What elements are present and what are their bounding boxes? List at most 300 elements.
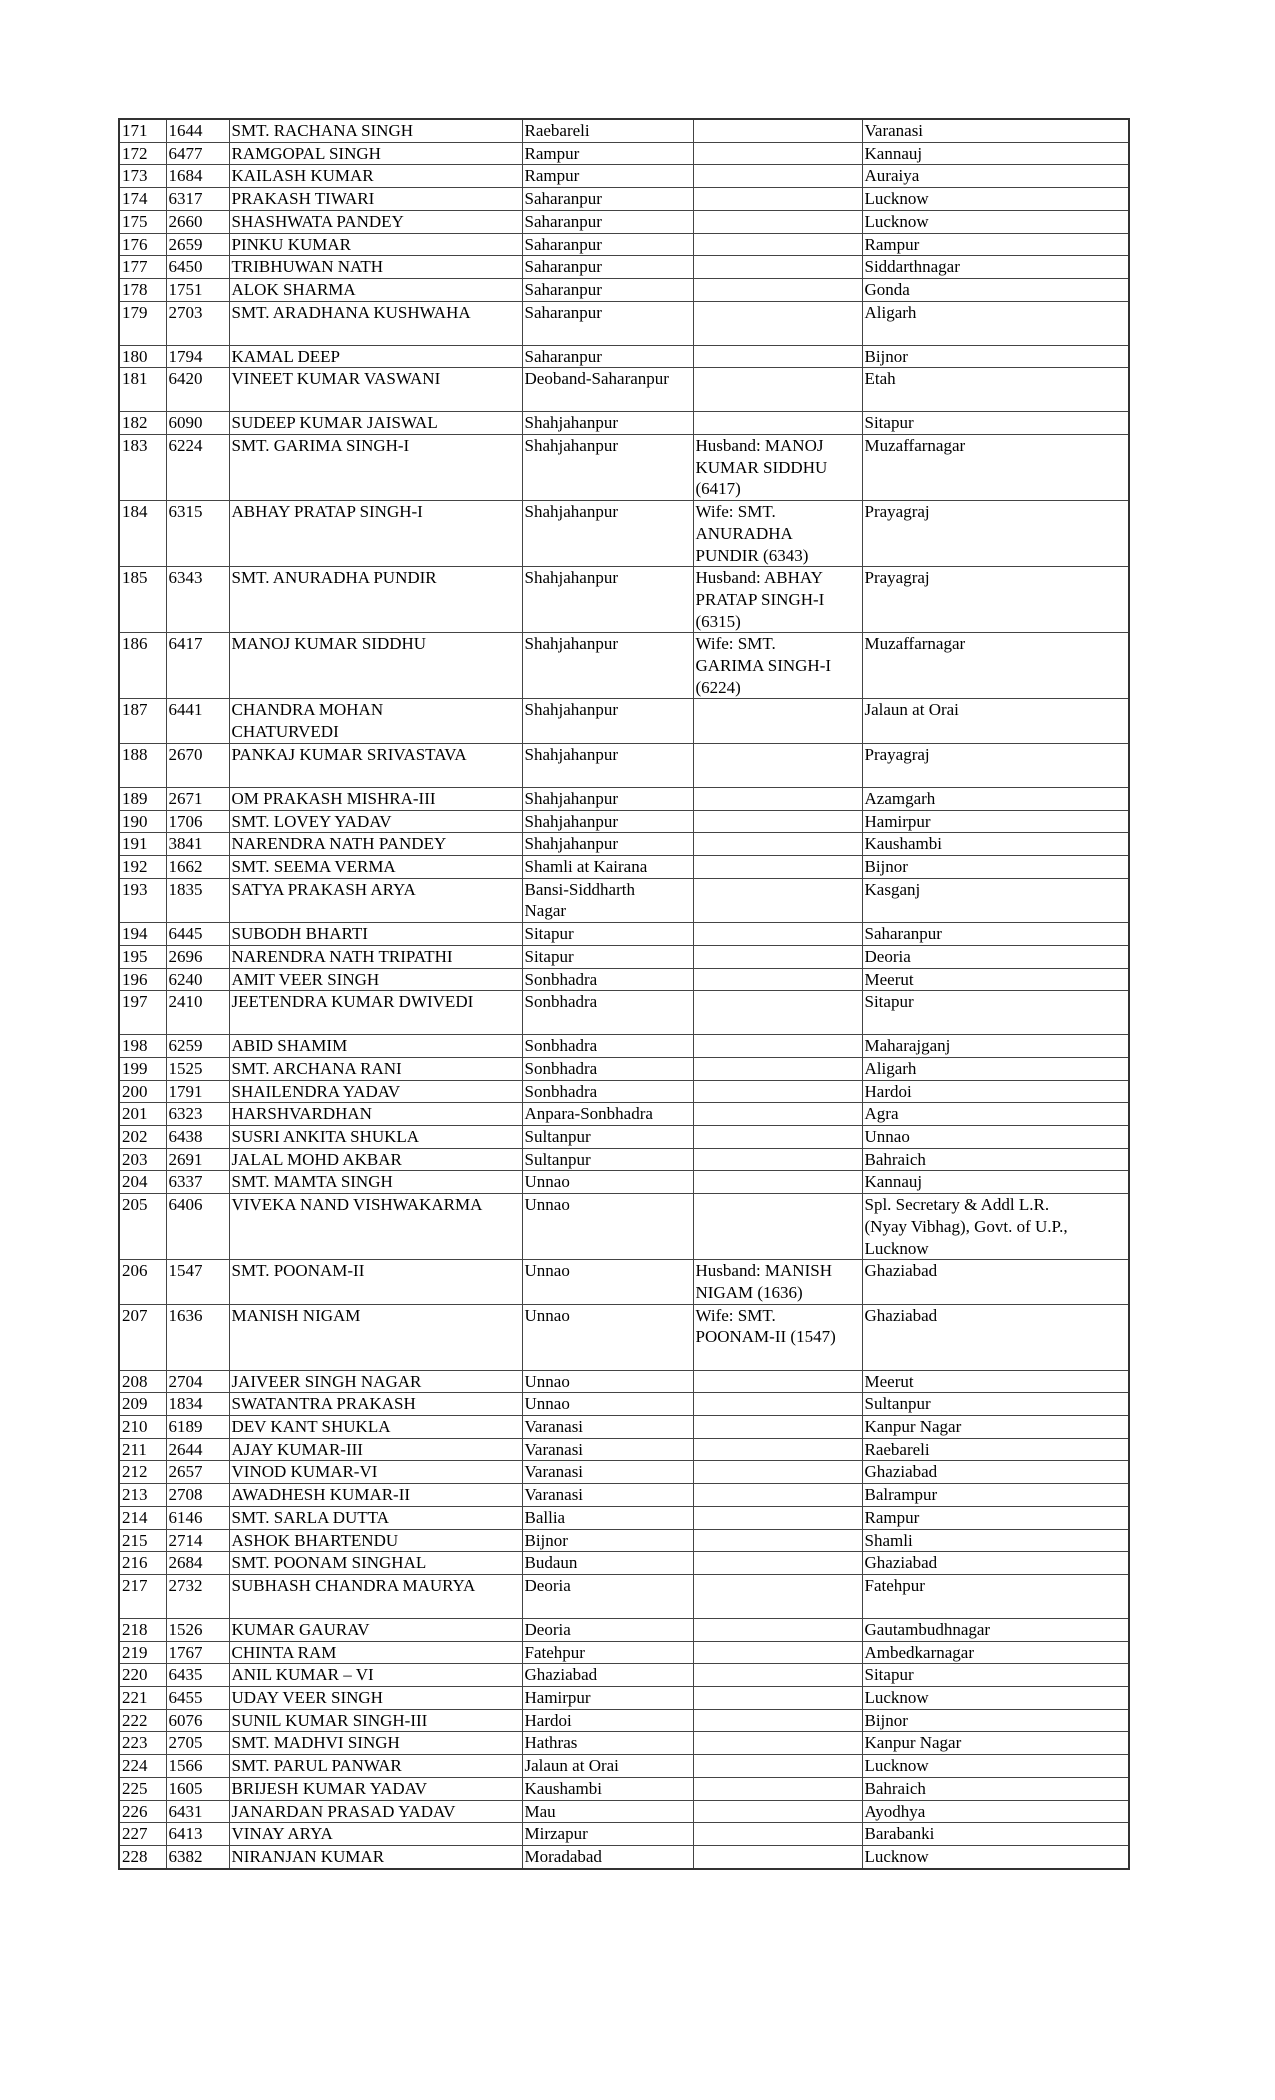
officer-id-cell: 6343 xyxy=(166,567,229,633)
remark-cell xyxy=(693,1370,862,1393)
table-row xyxy=(119,1370,1129,1393)
officer-id-cell: 2670 xyxy=(166,743,229,787)
remark-cell xyxy=(693,991,862,1035)
officer-id-cell: 1751 xyxy=(166,278,229,301)
remark-cell xyxy=(693,1618,862,1641)
serial-number-cell: 212 xyxy=(119,1461,166,1484)
officer-name-cell: AJAY KUMAR-III xyxy=(229,1438,522,1461)
current-posting-cell: Kaushambi xyxy=(522,1777,693,1800)
serial-number-cell: 204 xyxy=(119,1171,166,1194)
current-posting-cell: Hathras xyxy=(522,1732,693,1755)
officer-id-cell: 1644 xyxy=(166,119,229,142)
table-row xyxy=(119,945,1129,968)
serial-number-cell: 218 xyxy=(119,1618,166,1641)
serial-number-cell: 215 xyxy=(119,1529,166,1552)
serial-number-cell: 208 xyxy=(119,1370,166,1393)
officer-id-cell: 6445 xyxy=(166,923,229,946)
remark-cell xyxy=(693,301,862,345)
current-posting-cell: Raebareli xyxy=(522,119,693,142)
serial-number-cell: 186 xyxy=(119,633,166,699)
remark-cell: Wife: SMT. ANURADHA PUNDIR (6343) xyxy=(693,501,862,567)
new-posting-cell: Auraiya xyxy=(862,165,1129,188)
officer-name-cell: SHAILENDRA YADAV xyxy=(229,1080,522,1103)
remark-cell xyxy=(693,1416,862,1439)
table-row xyxy=(119,233,1129,256)
new-posting-cell: Bahraich xyxy=(862,1148,1129,1171)
officer-name-cell: SMT. POONAM-II xyxy=(229,1260,522,1304)
current-posting-cell: Shahjahanpur xyxy=(522,810,693,833)
current-posting-cell: Sonbhadra xyxy=(522,991,693,1035)
current-posting-cell: Shahjahanpur xyxy=(522,501,693,567)
officer-name-cell: KUMAR GAURAV xyxy=(229,1618,522,1641)
officer-name-cell: NIRANJAN KUMAR xyxy=(229,1846,522,1869)
serial-number-cell: 185 xyxy=(119,567,166,633)
officer-id-cell: 1605 xyxy=(166,1777,229,1800)
remark-cell xyxy=(693,945,862,968)
current-posting-cell: Bansi-Siddharth Nagar xyxy=(522,878,693,922)
remark-cell xyxy=(693,1664,862,1687)
current-posting-cell: Deoria xyxy=(522,1618,693,1641)
officer-id-cell: 1525 xyxy=(166,1057,229,1080)
remark-cell xyxy=(693,1126,862,1149)
current-posting-cell: Bijnor xyxy=(522,1529,693,1552)
remark-cell xyxy=(693,1641,862,1664)
current-posting-cell: Unnao xyxy=(522,1304,693,1370)
officer-id-cell: 2708 xyxy=(166,1484,229,1507)
current-posting-cell: Sonbhadra xyxy=(522,1035,693,1058)
serial-number-cell: 216 xyxy=(119,1552,166,1575)
officer-name-cell: MANISH NIGAM xyxy=(229,1304,522,1370)
remark-cell xyxy=(693,1846,862,1869)
current-posting-cell: Hardoi xyxy=(522,1709,693,1732)
current-posting-cell: Jalaun at Orai xyxy=(522,1755,693,1778)
new-posting-cell: Kanpur Nagar xyxy=(862,1416,1129,1439)
serial-number-cell: 209 xyxy=(119,1393,166,1416)
officer-id-cell: 1547 xyxy=(166,1260,229,1304)
officer-id-cell: 6406 xyxy=(166,1194,229,1260)
new-posting-cell: Raebareli xyxy=(862,1438,1129,1461)
new-posting-cell: Lucknow xyxy=(862,188,1129,211)
current-posting-cell: Rampur xyxy=(522,165,693,188)
current-posting-cell: Saharanpur xyxy=(522,256,693,279)
remark-cell: Husband: ABHAY PRATAP SINGH-I (6315) xyxy=(693,567,862,633)
new-posting-cell: Gautambudhnagar xyxy=(862,1618,1129,1641)
remark-cell xyxy=(693,1552,862,1575)
remark-cell xyxy=(693,1080,862,1103)
current-posting-cell: Varanasi xyxy=(522,1484,693,1507)
table-row xyxy=(119,1552,1129,1575)
current-posting-cell: Anpara-Sonbhadra xyxy=(522,1103,693,1126)
officer-name-cell: KAILASH KUMAR xyxy=(229,165,522,188)
current-posting-cell: Shahjahanpur xyxy=(522,412,693,435)
table-row xyxy=(119,833,1129,856)
new-posting-cell: Bijnor xyxy=(862,345,1129,368)
officer-id-cell: 6076 xyxy=(166,1709,229,1732)
table-row xyxy=(119,633,1129,699)
remark-cell xyxy=(693,256,862,279)
officer-name-cell: SMT. PARUL PANWAR xyxy=(229,1755,522,1778)
officer-id-cell: 6417 xyxy=(166,633,229,699)
new-posting-cell: Deoria xyxy=(862,945,1129,968)
officer-id-cell: 2671 xyxy=(166,787,229,810)
officer-name-cell: CHANDRA MOHAN CHATURVEDI xyxy=(229,699,522,743)
officer-id-cell: 1636 xyxy=(166,1304,229,1370)
serial-number-cell: 198 xyxy=(119,1035,166,1058)
officer-id-cell: 6224 xyxy=(166,435,229,501)
serial-number-cell: 193 xyxy=(119,878,166,922)
current-posting-cell: Sitapur xyxy=(522,923,693,946)
new-posting-cell: Bijnor xyxy=(862,855,1129,878)
table-row xyxy=(119,435,1129,501)
new-posting-cell: Agra xyxy=(862,1103,1129,1126)
table-row xyxy=(119,1574,1129,1618)
remark-cell xyxy=(693,345,862,368)
new-posting-cell: Jalaun at Orai xyxy=(862,699,1129,743)
serial-number-cell: 187 xyxy=(119,699,166,743)
officer-id-cell: 6315 xyxy=(166,501,229,567)
table-row xyxy=(119,1260,1129,1304)
officer-id-cell: 6259 xyxy=(166,1035,229,1058)
officer-id-cell: 2732 xyxy=(166,1574,229,1618)
serial-number-cell: 200 xyxy=(119,1080,166,1103)
serial-number-cell: 197 xyxy=(119,991,166,1035)
new-posting-cell: Maharajganj xyxy=(862,1035,1129,1058)
remark-cell xyxy=(693,188,862,211)
table-row xyxy=(119,1664,1129,1687)
officer-name-cell: VINAY ARYA xyxy=(229,1823,522,1846)
current-posting-cell: Sultanpur xyxy=(522,1148,693,1171)
table-row xyxy=(119,1687,1129,1710)
officer-id-cell: 6455 xyxy=(166,1687,229,1710)
officer-name-cell: SUBODH BHARTI xyxy=(229,923,522,946)
officer-id-cell: 1794 xyxy=(166,345,229,368)
table-row xyxy=(119,412,1129,435)
table-row xyxy=(119,1304,1129,1370)
officer-id-cell: 6438 xyxy=(166,1126,229,1149)
officer-id-cell: 1662 xyxy=(166,855,229,878)
new-posting-cell: Unnao xyxy=(862,1126,1129,1149)
officer-name-cell: JANARDAN PRASAD YADAV xyxy=(229,1800,522,1823)
new-posting-cell: Prayagraj xyxy=(862,501,1129,567)
officer-id-cell: 1767 xyxy=(166,1641,229,1664)
serial-number-cell: 177 xyxy=(119,256,166,279)
serial-number-cell: 191 xyxy=(119,833,166,856)
officer-id-cell: 6450 xyxy=(166,256,229,279)
officer-id-cell: 2410 xyxy=(166,991,229,1035)
table-row xyxy=(119,1618,1129,1641)
current-posting-cell: Deoband-Saharanpur xyxy=(522,368,693,412)
table-row xyxy=(119,301,1129,345)
officer-id-cell: 2644 xyxy=(166,1438,229,1461)
current-posting-cell: Mau xyxy=(522,1800,693,1823)
officer-name-cell: SMT. MADHVI SINGH xyxy=(229,1732,522,1755)
remark-cell xyxy=(693,810,862,833)
table-row xyxy=(119,368,1129,412)
new-posting-cell: Ghaziabad xyxy=(862,1304,1129,1370)
remark-cell xyxy=(693,1574,862,1618)
officer-name-cell: BRIJESH KUMAR YADAV xyxy=(229,1777,522,1800)
new-posting-cell: Balrampur xyxy=(862,1484,1129,1507)
officer-name-cell: ANIL KUMAR – VI xyxy=(229,1664,522,1687)
table-row xyxy=(119,878,1129,922)
remark-cell xyxy=(693,1732,862,1755)
current-posting-cell: Deoria xyxy=(522,1574,693,1618)
serial-number-cell: 228 xyxy=(119,1846,166,1869)
current-posting-cell: Sultanpur xyxy=(522,1126,693,1149)
officer-name-cell: SUDEEP KUMAR JAISWAL xyxy=(229,412,522,435)
table-row xyxy=(119,991,1129,1035)
current-posting-cell: Saharanpur xyxy=(522,233,693,256)
officer-id-cell: 6337 xyxy=(166,1171,229,1194)
new-posting-cell: Ghaziabad xyxy=(862,1260,1129,1304)
remark-cell xyxy=(693,119,862,142)
officer-name-cell: NARENDRA NATH TRIPATHI xyxy=(229,945,522,968)
officer-name-cell: HARSHVARDHAN xyxy=(229,1103,522,1126)
table-row xyxy=(119,1126,1129,1149)
officer-name-cell: DEV KANT SHUKLA xyxy=(229,1416,522,1439)
serial-number-cell: 217 xyxy=(119,1574,166,1618)
officer-id-cell: 6477 xyxy=(166,142,229,165)
officer-name-cell: SUSRI ANKITA SHUKLA xyxy=(229,1126,522,1149)
officer-id-cell: 6240 xyxy=(166,968,229,991)
new-posting-cell: Gonda xyxy=(862,278,1129,301)
current-posting-cell: Shahjahanpur xyxy=(522,567,693,633)
officer-name-cell: SWATANTRA PRAKASH xyxy=(229,1393,522,1416)
current-posting-cell: Unnao xyxy=(522,1370,693,1393)
new-posting-cell: Hardoi xyxy=(862,1080,1129,1103)
new-posting-cell: Prayagraj xyxy=(862,567,1129,633)
remark-cell xyxy=(693,1709,862,1732)
new-posting-cell: Muzaffarnagar xyxy=(862,435,1129,501)
current-posting-cell: Hamirpur xyxy=(522,1687,693,1710)
new-posting-cell: Kannauj xyxy=(862,1171,1129,1194)
officer-name-cell: SMT. MAMTA SINGH xyxy=(229,1171,522,1194)
current-posting-cell: Saharanpur xyxy=(522,278,693,301)
current-posting-cell: Rampur xyxy=(522,142,693,165)
current-posting-cell: Unnao xyxy=(522,1171,693,1194)
current-posting-cell: Sonbhadra xyxy=(522,1080,693,1103)
officer-id-cell: 6317 xyxy=(166,188,229,211)
new-posting-cell: Shamli xyxy=(862,1529,1129,1552)
remark-cell xyxy=(693,165,862,188)
serial-number-cell: 205 xyxy=(119,1194,166,1260)
officer-name-cell: ABID SHAMIM xyxy=(229,1035,522,1058)
current-posting-cell: Shahjahanpur xyxy=(522,435,693,501)
officer-id-cell: 1526 xyxy=(166,1618,229,1641)
remark-cell xyxy=(693,855,862,878)
officer-id-cell: 1706 xyxy=(166,810,229,833)
serial-number-cell: 183 xyxy=(119,435,166,501)
current-posting-cell: Saharanpur xyxy=(522,301,693,345)
current-posting-cell: Shahjahanpur xyxy=(522,699,693,743)
officer-name-cell: OM PRAKASH MISHRA-III xyxy=(229,787,522,810)
new-posting-cell: Rampur xyxy=(862,1506,1129,1529)
remark-cell xyxy=(693,210,862,233)
serial-number-cell: 192 xyxy=(119,855,166,878)
remark-cell xyxy=(693,1461,862,1484)
officer-id-cell: 2704 xyxy=(166,1370,229,1393)
current-posting-cell: Shahjahanpur xyxy=(522,743,693,787)
officer-name-cell: RAMGOPAL SINGH xyxy=(229,142,522,165)
table-row xyxy=(119,1438,1129,1461)
officer-name-cell: SMT. GARIMA SINGH-I xyxy=(229,435,522,501)
table-row xyxy=(119,1732,1129,1755)
officer-name-cell: SMT. ARCHANA RANI xyxy=(229,1057,522,1080)
officer-name-cell: PANKAJ KUMAR SRIVASTAVA xyxy=(229,743,522,787)
current-posting-cell: Saharanpur xyxy=(522,188,693,211)
serial-number-cell: 188 xyxy=(119,743,166,787)
serial-number-cell: 195 xyxy=(119,945,166,968)
officer-id-cell: 6431 xyxy=(166,1800,229,1823)
table-row xyxy=(119,1846,1129,1869)
officer-id-cell: 1684 xyxy=(166,165,229,188)
new-posting-cell: Bahraich xyxy=(862,1777,1129,1800)
officer-id-cell: 2703 xyxy=(166,301,229,345)
remark-cell xyxy=(693,968,862,991)
serial-number-cell: 173 xyxy=(119,165,166,188)
serial-number-cell: 213 xyxy=(119,1484,166,1507)
new-posting-cell: Sultanpur xyxy=(862,1393,1129,1416)
current-posting-cell: Fatehpur xyxy=(522,1641,693,1664)
serial-number-cell: 207 xyxy=(119,1304,166,1370)
remark-cell: Husband: MANOJ KUMAR SIDDHU (6417) xyxy=(693,435,862,501)
table-row xyxy=(119,1035,1129,1058)
serial-number-cell: 203 xyxy=(119,1148,166,1171)
serial-number-cell: 194 xyxy=(119,923,166,946)
remark-cell xyxy=(693,412,862,435)
remark-cell xyxy=(693,1506,862,1529)
serial-number-cell: 196 xyxy=(119,968,166,991)
table-row xyxy=(119,699,1129,743)
serial-number-cell: 224 xyxy=(119,1755,166,1778)
new-posting-cell: Lucknow xyxy=(862,1846,1129,1869)
table-row xyxy=(119,1194,1129,1260)
new-posting-cell: Lucknow xyxy=(862,1687,1129,1710)
table-row xyxy=(119,743,1129,787)
officer-name-cell: VINEET KUMAR VASWANI xyxy=(229,368,522,412)
officer-id-cell: 6435 xyxy=(166,1664,229,1687)
table-row xyxy=(119,1171,1129,1194)
new-posting-cell: Lucknow xyxy=(862,210,1129,233)
table-row xyxy=(119,1800,1129,1823)
remark-cell xyxy=(693,833,862,856)
officer-id-cell: 2659 xyxy=(166,233,229,256)
remark-cell xyxy=(693,1171,862,1194)
officer-name-cell: JALAL MOHD AKBAR xyxy=(229,1148,522,1171)
officer-id-cell: 6420 xyxy=(166,368,229,412)
new-posting-cell: Prayagraj xyxy=(862,743,1129,787)
current-posting-cell: Mirzapur xyxy=(522,1823,693,1846)
officer-name-cell: SMT. ANURADHA PUNDIR xyxy=(229,567,522,633)
table-row xyxy=(119,165,1129,188)
table-row xyxy=(119,188,1129,211)
officer-id-cell: 3841 xyxy=(166,833,229,856)
officer-name-cell: SMT. SARLA DUTTA xyxy=(229,1506,522,1529)
new-posting-cell: Muzaffarnagar xyxy=(862,633,1129,699)
remark-cell xyxy=(693,142,862,165)
new-posting-cell: Kaushambi xyxy=(862,833,1129,856)
current-posting-cell: Varanasi xyxy=(522,1438,693,1461)
table-row xyxy=(119,278,1129,301)
table-row xyxy=(119,1393,1129,1416)
serial-number-cell: 178 xyxy=(119,278,166,301)
serial-number-cell: 201 xyxy=(119,1103,166,1126)
new-posting-cell: Kannauj xyxy=(862,142,1129,165)
officer-id-cell: 2660 xyxy=(166,210,229,233)
new-posting-cell: Meerut xyxy=(862,1370,1129,1393)
officer-name-cell: KAMAL DEEP xyxy=(229,345,522,368)
new-posting-cell: Sitapur xyxy=(862,412,1129,435)
officer-name-cell: SUNIL KUMAR SINGH-III xyxy=(229,1709,522,1732)
serial-number-cell: 171 xyxy=(119,119,166,142)
new-posting-cell: Ayodhya xyxy=(862,1800,1129,1823)
table-row xyxy=(119,1103,1129,1126)
new-posting-cell: Sitapur xyxy=(862,991,1129,1035)
remark-cell xyxy=(693,878,862,922)
table-row xyxy=(119,1461,1129,1484)
officer-id-cell: 2705 xyxy=(166,1732,229,1755)
officer-id-cell: 6146 xyxy=(166,1506,229,1529)
table-row xyxy=(119,1416,1129,1439)
current-posting-cell: Sonbhadra xyxy=(522,1057,693,1080)
serial-number-cell: 227 xyxy=(119,1823,166,1846)
new-posting-cell: Siddarthnagar xyxy=(862,256,1129,279)
serial-number-cell: 182 xyxy=(119,412,166,435)
serial-number-cell: 211 xyxy=(119,1438,166,1461)
new-posting-cell: Sitapur xyxy=(862,1664,1129,1687)
officer-name-cell: VIVEKA NAND VISHWAKARMA xyxy=(229,1194,522,1260)
serial-number-cell: 223 xyxy=(119,1732,166,1755)
serial-number-cell: 180 xyxy=(119,345,166,368)
table-row xyxy=(119,1506,1129,1529)
table-row xyxy=(119,345,1129,368)
table-row xyxy=(119,1148,1129,1171)
current-posting-cell: Unnao xyxy=(522,1260,693,1304)
table-row xyxy=(119,210,1129,233)
current-posting-cell: Shahjahanpur xyxy=(522,787,693,810)
transfer-list-table xyxy=(118,118,1130,1870)
table-row xyxy=(119,923,1129,946)
new-posting-cell: Varanasi xyxy=(862,119,1129,142)
remark-cell xyxy=(693,1194,862,1260)
table-row xyxy=(119,1709,1129,1732)
new-posting-cell: Kanpur Nagar xyxy=(862,1732,1129,1755)
remark-cell xyxy=(693,1823,862,1846)
table-row xyxy=(119,1529,1129,1552)
new-posting-cell: Rampur xyxy=(862,233,1129,256)
officer-name-cell: ASHOK BHARTENDU xyxy=(229,1529,522,1552)
current-posting-cell: Saharanpur xyxy=(522,210,693,233)
remark-cell xyxy=(693,278,862,301)
officer-id-cell: 6413 xyxy=(166,1823,229,1846)
serial-number-cell: 219 xyxy=(119,1641,166,1664)
remark-cell xyxy=(693,1438,862,1461)
remark-cell xyxy=(693,743,862,787)
officer-name-cell: MANOJ KUMAR SIDDHU xyxy=(229,633,522,699)
serial-number-cell: 210 xyxy=(119,1416,166,1439)
current-posting-cell: Ballia xyxy=(522,1506,693,1529)
table-row xyxy=(119,1057,1129,1080)
officer-name-cell: SMT. RACHANA SINGH xyxy=(229,119,522,142)
officer-id-cell: 2657 xyxy=(166,1461,229,1484)
new-posting-cell: Meerut xyxy=(862,968,1129,991)
table-row xyxy=(119,968,1129,991)
officer-id-cell: 2684 xyxy=(166,1552,229,1575)
officer-id-cell: 1791 xyxy=(166,1080,229,1103)
officer-name-cell: JAIVEER SINGH NAGAR xyxy=(229,1370,522,1393)
new-posting-cell: Ghaziabad xyxy=(862,1461,1129,1484)
serial-number-cell: 181 xyxy=(119,368,166,412)
